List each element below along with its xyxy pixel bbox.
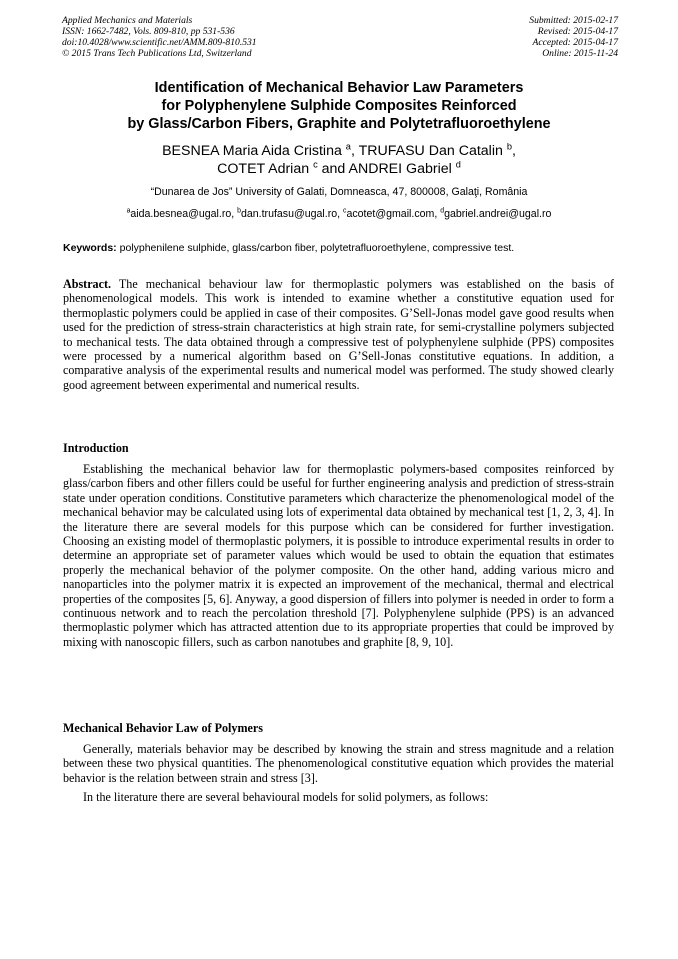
author-3-affil: c bbox=[313, 159, 318, 170]
email-link[interactable]: aida.besnea@ugal.ro bbox=[130, 208, 232, 220]
author-4: ANDREI Gabriel bbox=[348, 161, 452, 177]
email-link[interactable]: acotet@gmail.com bbox=[346, 208, 435, 220]
journal-issn: ISSN: 1662-7482, Vols. 809-810, pp 531-536 bbox=[62, 26, 235, 37]
journal-name: Applied Mechanics and Materials bbox=[62, 15, 193, 26]
title-line-3: by Glass/Carbon Fibers, Graphite and Polytetrafluoroethylene bbox=[127, 116, 551, 132]
submission-dates bbox=[529, 15, 618, 59]
author-1-affil: a bbox=[345, 141, 351, 152]
section-heading-introduction: Introduction bbox=[63, 441, 129, 455]
author-2: TRUFASU Dan Catalin bbox=[358, 143, 503, 159]
title-line-2: for Polyphenylene Sulphide Composites Reinforced bbox=[161, 98, 517, 114]
title-line-1: Identification of Mechanical Behavior Law Parameters bbox=[154, 80, 524, 96]
author-4-affil: d bbox=[455, 159, 461, 170]
mechanical-paragraph-1: Generally, materials behavior may be described by knowing the strain and stress magnitude and a relation between these two physical quantities. The phenomenological constitutive equation which provides the material behavior is the relation between strain and stress [3]. bbox=[63, 742, 614, 785]
keywords-label: Keywords: bbox=[63, 242, 117, 254]
author-1: BESNEA Maria Aida Cristina bbox=[162, 143, 342, 159]
abstract bbox=[63, 277, 614, 392]
journal-doi: doi:10.4028/www.scientific.net/AMM.809-810.531 bbox=[62, 37, 257, 48]
author-conjunction: and bbox=[321, 161, 346, 177]
section-heading-mechanical-behavior: Mechanical Behavior Law of Polymers bbox=[63, 721, 263, 735]
introduction-paragraph: Establishing the mechanical behavior law for thermoplastic polymers-based composites reinforced by glass/carbon fibers and other fillers could be useful for further engineering analysis and prediction of stress-strain state under operation conditions. Constitutive parameters which characterize the phenomenological model of the mechanical behavior may be calculated using lots of experimental data obtained by mechanical test [1, 2, 3, 4]. In the literature there are several models for this purpose which can be considered for further investigation. Choosing an existing model of thermoplastic polymers, it is possible to introduce experimental results in order to determine an appropriate set of parameter values which would be used to obtain the equation that estimates properly the mechanical behavior of the polymer composite. On the other hand, adding various micro and nanoparticles into the polymer matrix it is expected an improvement of the mechanical, thermal and electrical properties of the composites [5, 6]. Anyway, a good dispersion of fillers into polymer is needed in order to form a continuous network and to reach the percolation threshold [7]. Polyphenylene sulphide (PPS) is an advanced thermoplastic polymer which has attracted attention due to its appropriate properties that could be improved by mixing with nanoscopic fillers, such as carbon nanotubes and graphite [8, 9, 10]. bbox=[63, 462, 614, 649]
author-3: COTET Adrian bbox=[217, 161, 310, 177]
date-revised: Revised: 2015-04-17 bbox=[537, 26, 618, 37]
author-list: BESNEA Maria Aida Cristina $^a$, TRUFASU Dan Catalin $^b$, COTET Adrian $^c$ and ANDREI Gabriel $^d$ bbox=[162, 141, 516, 177]
email-link[interactable]: gabriel.andrei@ugal.ro bbox=[444, 208, 552, 220]
date-accepted: Accepted: 2015-04-17 bbox=[532, 37, 618, 48]
paper-title bbox=[40, 79, 638, 133]
journal-info bbox=[62, 15, 257, 59]
abstract-label: Abstract. bbox=[63, 277, 112, 291]
affiliation: “Dunarea de Jos” University of Galati, Domneasca, 47, 800008, Galaţi, România bbox=[150, 186, 528, 198]
keywords bbox=[63, 242, 623, 255]
journal-copyright: © 2015 Trans Tech Publications Ltd, Switzerland bbox=[62, 48, 252, 59]
mechanical-paragraph-2: In the literature there are several behavioural models for solid polymers, as follows: bbox=[83, 790, 489, 804]
date-submitted: Submitted: 2015-02-17 bbox=[529, 15, 618, 26]
keywords-text: polyphenilene sulphide, glass/carbon fiber, polytetrafluoroethylene, compressive test. bbox=[119, 242, 515, 254]
email-list: $^a$aida.besnea@ugal.ro, $^b$dan.trufasu@ugal.ro, $^c$acotet@gmail.com, $^d$gabriel.andrei@ugal.ro bbox=[126, 207, 552, 220]
date-online: Online: 2015-11-24 bbox=[542, 48, 618, 59]
abstract-text: The mechanical behaviour law for thermoplastic polymers was established on the basis of phenomenological models. This work is intended to examine whether a constitutive equation used for thermoplastic polymers could be applied in case of their composites. G’Sell-Jonas model gave good results when used for the prediction of stress-strain characteristics at high strain rate, for semi-crystalline polymers subjected to mechanical tests. The data obtained through a compressive test of polyphenylene sulphide (PPS) composites were processed by a numerical algorithm based on G’Sell-Jonas constitutive equations. In addition, a comparative analysis of the experimental results and numerical model was performed. The study showed clearly good agreement between experimental and numerical results. bbox=[63, 277, 614, 392]
author-2-affil: b bbox=[506, 141, 512, 152]
email-link[interactable]: dan.trufasu@ugal.ro bbox=[240, 208, 338, 220]
